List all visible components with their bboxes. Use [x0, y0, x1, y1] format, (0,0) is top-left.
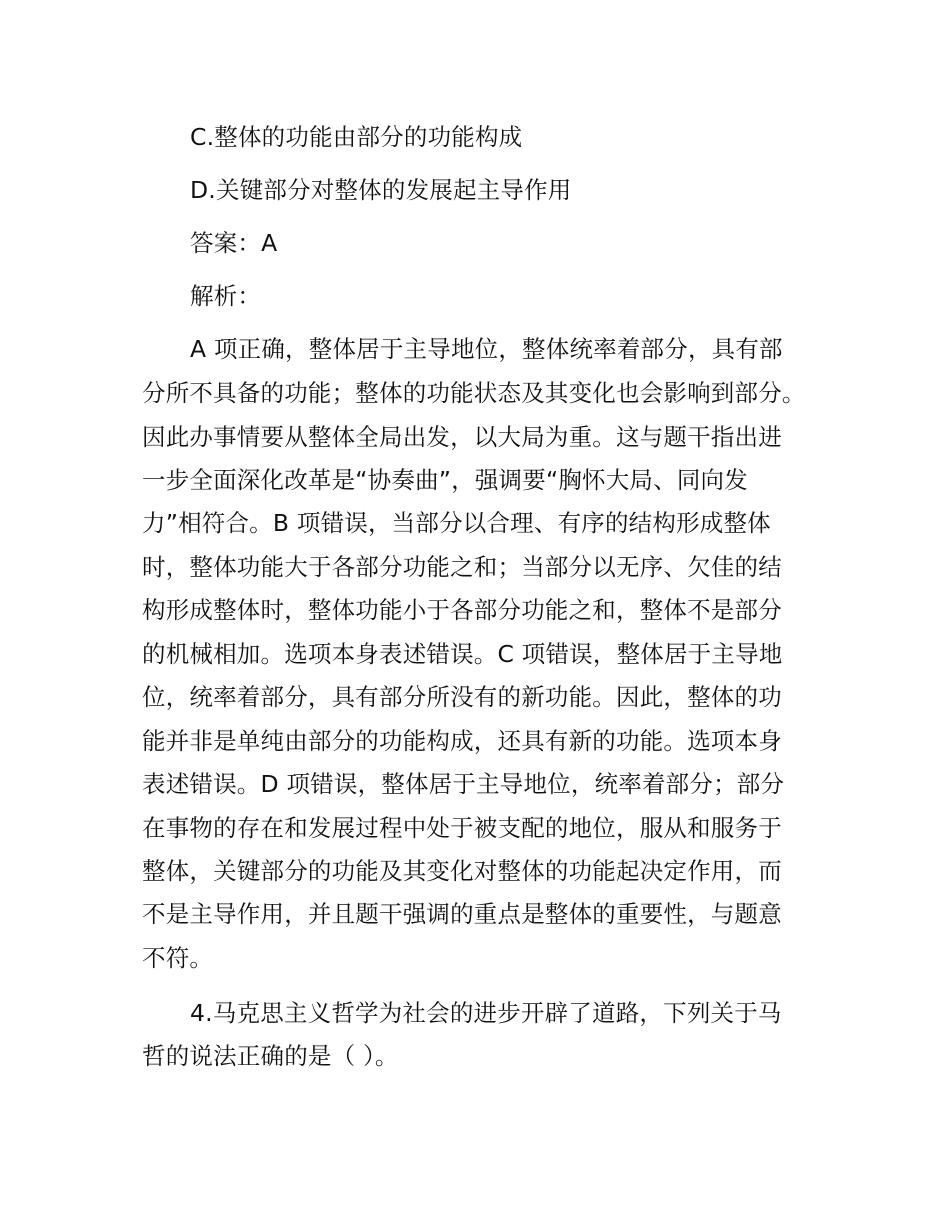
analysis-line: 整体，关键部分的功能及其变化对整体的功能起决定作用，而 — [142, 857, 782, 885]
analysis-line: 位，统率着部分，具有部分所没有的新功能。因此，整体的功 — [142, 683, 782, 711]
analysis-line: 时，整体功能大于各部分功能之和；当部分以无序、欠佳的结 — [142, 553, 782, 581]
analysis-line: 不是主导作用，并且题干强调的重点是整体的重要性，与题意 — [142, 900, 782, 928]
analysis-line: A 项正确，整体居于主导地位，整体统率着部分，具有部 — [190, 335, 783, 363]
question-line: 4.马克思主义哲学为社会的进步开辟了道路，下列关于马 — [190, 999, 782, 1027]
analysis-line: 的机械相加。选项本身表述错误。C 项错误，整体居于主导地 — [142, 640, 783, 668]
option-d: D.关键部分对整体的发展起主导作用 — [190, 176, 572, 204]
analysis-line: 因此办事情要从整体全局出发，以大局为重。这与题干指出进 — [142, 423, 782, 451]
analysis-line: 不符。 — [142, 944, 214, 972]
question-line: 哲的说法正确的是（ ）。 — [142, 1042, 399, 1070]
answer-text: 答案：A — [190, 229, 278, 257]
analysis-line: 表述错误。D 项错误，整体居于主导地位，统率着部分；部分 — [142, 770, 785, 798]
analysis-line: 构形成整体时，整体功能小于各部分功能之和，整体不是部分 — [142, 596, 782, 624]
analysis-line: 分所不具备的功能；整体的功能状态及其变化也会影响到部分。 — [142, 379, 806, 407]
analysis-line: 一步全面深化改革是“协奏曲”，强调要“胸怀大局、同向发 — [142, 466, 748, 494]
analysis-label: 解析： — [190, 282, 262, 310]
analysis-line: 力”相符合。B 项错误，当部分以合理、有序的结构形成整体 — [142, 509, 771, 537]
analysis-line: 能并非是单纯由部分的功能构成，还具有新的功能。选项本身 — [142, 727, 782, 755]
analysis-line: 在事物的存在和发展过程中处于被支配的地位，服从和服务于 — [142, 814, 782, 842]
option-c: C.整体的功能由部分的功能构成 — [190, 123, 523, 151]
